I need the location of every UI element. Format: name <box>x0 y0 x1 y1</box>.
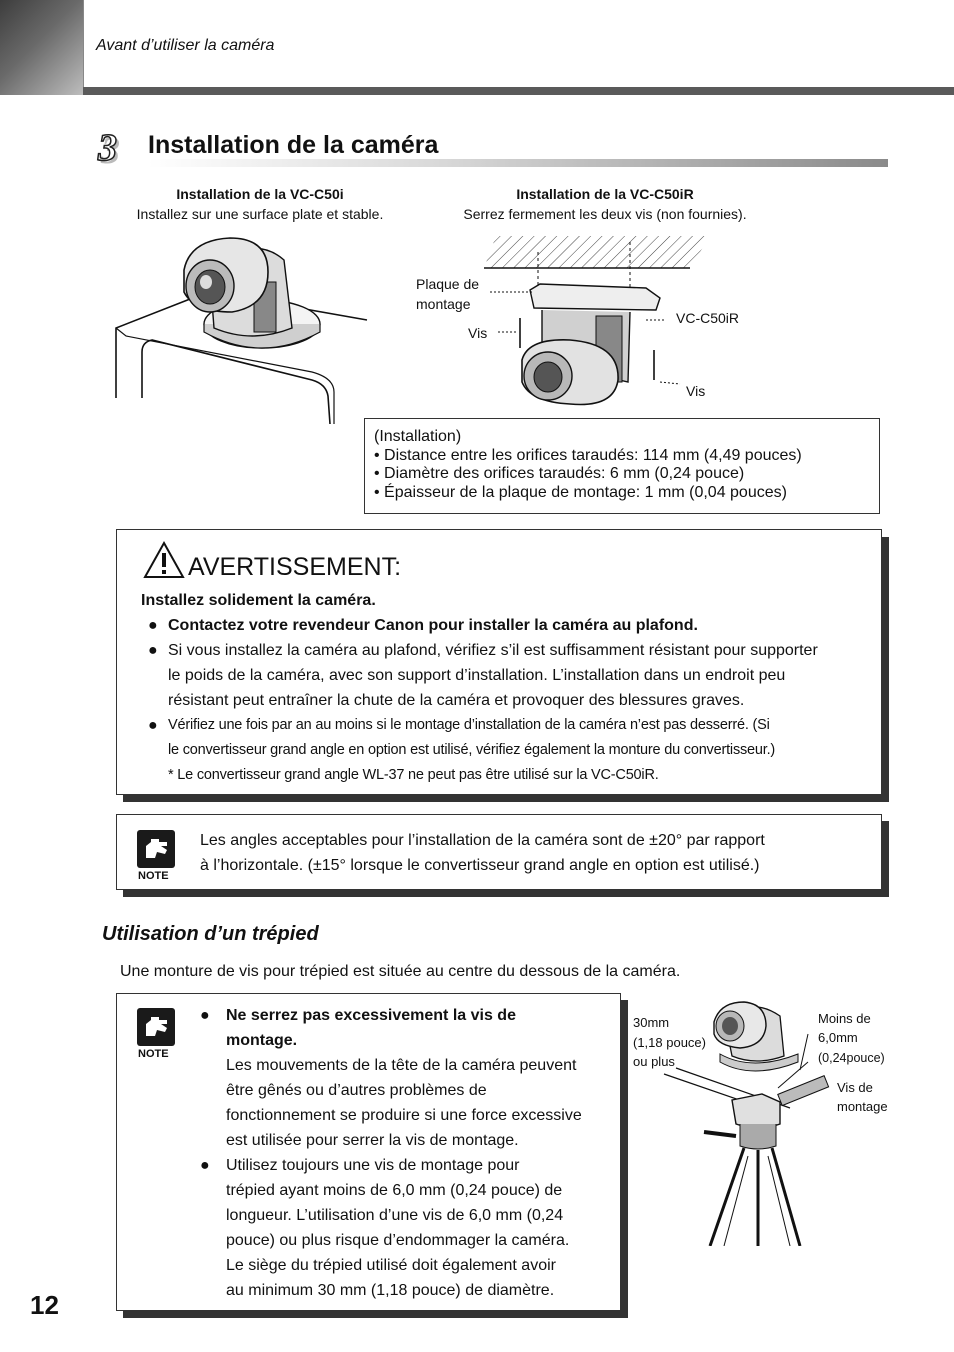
section-number: 3 <box>98 127 117 169</box>
spec-line: • Diamètre des orifices taraudés: 6 mm (0,24 pouce) <box>374 465 745 482</box>
left-caption-title: Installation de la VC-C50i <box>176 186 344 202</box>
tripod-label-moins: Moins de <box>818 1011 871 1026</box>
bullet-icon: ● <box>200 1007 210 1024</box>
installation-spec-box <box>364 418 880 514</box>
note2-b1-bold-1: Ne serrez pas excessivement la vis de <box>226 1007 516 1024</box>
label-vis-right: Vis <box>686 383 706 399</box>
note2-b2-line: au minimum 30 mm (1,18 pouce) de diamètre. <box>226 1282 555 1299</box>
tripod-label-30mm-more: ou plus <box>633 1054 675 1069</box>
warning-lead: Installez solidement la caméra. <box>141 592 376 609</box>
warning-footnote: * Le convertisseur grand angle WL-37 ne peut pas être utilisé sur la VC-C50iR. <box>168 767 659 783</box>
label-vis-left: Vis <box>468 325 488 341</box>
spec-line: • Distance entre les orifices taraudés: 114 mm (4,49 pouces) <box>374 446 802 464</box>
note2-b2-line: pouce) ou plus risque d’endommager la caméra. <box>226 1232 570 1249</box>
label-plate-line1: Plaque de <box>416 276 480 292</box>
bullet-icon: ● <box>148 717 158 734</box>
note-label: NOTE <box>138 1048 169 1060</box>
note1-line1: Les angles acceptables pour l’installation de la caméra sont de ±20° par rapport <box>200 832 765 849</box>
section-title-bar <box>148 159 888 167</box>
note2-b1-line: fonctionnement se produire si une force excessive <box>226 1107 582 1124</box>
note-label: NOTE <box>138 870 169 882</box>
right-caption-title: Installation de la VC-C50iR <box>516 186 694 202</box>
right-caption-text: Serrez fermement les deux vis (non fournies). <box>463 206 747 222</box>
note2-b2-line: Le siège du trépied utilisé doit également avoir <box>226 1257 556 1274</box>
note2-b2-line: longueur. L’utilisation d’une vis de 6,0 mm (0,24 <box>226 1207 564 1224</box>
spec-line: • Épaisseur de la plaque de montage: 1 mm (0,04 pouces) <box>374 483 787 501</box>
tripod-label-montage: montage <box>837 1099 888 1114</box>
left-caption-text: Installez sur une surface plate et stable. <box>136 206 384 222</box>
section-title: Installation de la caméra <box>148 131 439 159</box>
warning-bullet-3-line1: Vérifiez une fois par an au moins si le montage d’installation de la caméra n’est pas desserré. (Si <box>168 717 770 733</box>
camera-on-monitor-illustration <box>112 232 372 428</box>
tripod-label-vis: Vis de <box>837 1080 873 1095</box>
note2-b1-line: être gênés ou d’autres problèmes de <box>226 1082 487 1099</box>
tripod-heading: Utilisation d’un trépied <box>102 923 319 945</box>
warning-triangle-icon <box>142 540 186 580</box>
note2-b1-line: Les mouvements de la tête de la caméra peuvent <box>226 1057 577 1074</box>
tripod-label-30mm: 30mm <box>633 1015 670 1030</box>
left-figure-caption <box>110 184 410 224</box>
right-figure-caption <box>430 184 780 224</box>
header-section-name: Avant d’utiliser la caméra <box>96 37 275 54</box>
note-hand-icon <box>137 830 175 868</box>
tripod-label-6mm: 6,0mm <box>818 1030 858 1045</box>
note2-b2-line: trépied ayant moins de 6,0 mm (0,24 pouce) de <box>226 1182 563 1199</box>
note-hand-icon <box>137 1008 175 1046</box>
label-model: VC-C50iR <box>676 310 740 326</box>
warning-title: AVERTISSEMENT: <box>188 553 402 581</box>
header-divider <box>83 0 84 95</box>
bullet-icon: ● <box>148 617 158 634</box>
note2-b2-line: Utilisez toujours une vis de montage pour <box>226 1157 520 1174</box>
page-number: 12 <box>30 1290 59 1320</box>
label-plate-line2: montage <box>416 296 471 312</box>
note2-b1-bold-2: montage. <box>226 1032 298 1049</box>
tripod-intro: Une monture de vis pour trépied est située au centre du dessous de la caméra. <box>120 963 681 980</box>
warning-bullet-2-line3: résistant peut entraîner la chute de la caméra et provoquer des blessures graves. <box>168 692 745 709</box>
warning-bullet-3-line2: le convertisseur grand angle en option est utilisé, vérifiez également la monture du convertisseur.) <box>168 742 776 758</box>
note1-line2: à l’horizontale. (±15° lorsque le convertisseur grand angle en option est utilisé.) <box>200 857 760 874</box>
bullet-icon: ● <box>148 642 158 659</box>
header-rule <box>83 87 954 95</box>
note2-b1-line: est utilisée pour serrer la vis de montage. <box>226 1132 519 1149</box>
spec-heading: (Installation) <box>374 428 462 445</box>
bullet-icon: ● <box>200 1157 210 1174</box>
warning-bullet-2-line1: Si vous installez la caméra au plafond, vérifiez s’il est suffisamment résistant pour supporter <box>168 642 818 659</box>
header-corner-tab <box>0 0 83 95</box>
tripod-label-6mm-inch: (0,24pouce) <box>818 1051 885 1065</box>
warning-bullet-1: Contactez votre revendeur Canon pour installer la caméra au plafond. <box>168 617 698 634</box>
tripod-label-30mm-inch: (1,18 pouce) <box>633 1035 706 1050</box>
warning-bullet-2-line2: le poids de la caméra, avec son support d’installation. L’installation dans un endroit peu <box>168 667 786 684</box>
